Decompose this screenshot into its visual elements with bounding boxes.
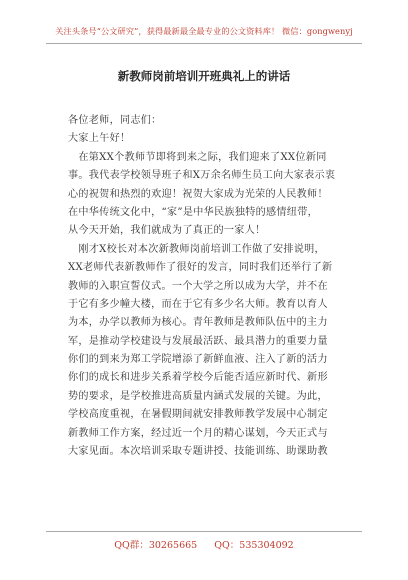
body-line: 刚才X校长对本次新教师岗前培训工作做了安排说明， [68, 243, 325, 255]
body-line: 大家上午好！ [68, 133, 131, 145]
body-line: 从今天开始，我们就成为了真正的一家人！ [68, 225, 266, 237]
document-body [68, 112, 352, 461]
body-line: 军，是推动学校建设与发展最活跃、最具潜力的重要力量 [68, 335, 328, 347]
header-divider [46, 43, 362, 44]
footer-contact [0, 537, 408, 551]
body-line: 你们的成长和进步关系着学校今后能否适应新时代、新形 [68, 372, 328, 384]
body-line: XX老师代表新教师作了很好的发言，同时我们还举行了新 [68, 262, 333, 274]
body-line: 事。我代表学校领导班子和X万余名师生员工向大家表示衷 [68, 170, 336, 182]
document-title: 新教师岗前培训开班典礼上的讲话 [117, 69, 291, 83]
body-line: 于它有多少幢大楼，而在于它有多少名大师。教育以育人 [68, 298, 328, 310]
header-note: 关注头条号“公文研究”，获得最新最全最专业的公文资料库！ 微信：gongwenyj [55, 26, 353, 36]
body-line: 势的要求，是学校推进高质量内涵式发展的关键。为此， [68, 390, 328, 402]
body-line: 在第XX个教师节即将到来之际，我们迎来了XX位新同 [68, 151, 327, 163]
body-line: 学校高度重视，在暑假期间就安排教师教学发展中心制定 [68, 409, 328, 421]
body-line: 大家见面。本次培训采取专题讲授、技能训练、助课助教 [68, 446, 328, 458]
body-line: 教师的入职宣誓仪式。一个大学之所以成为大学，并不在 [68, 280, 328, 292]
footer-qq: QQ：535304092 [214, 540, 294, 551]
body-line: 各位老师，同志们： [68, 115, 162, 126]
footer-qq-group: QQ群：30265665 [114, 540, 198, 551]
body-line: 心的祝贺和热烈的欢迎！祝贺大家成为光荣的人民教师！ [68, 188, 328, 200]
footer-divider [46, 531, 362, 532]
body-line: 新教师工作方案，经过近一个月的精心谋划，今天正式与 [68, 427, 328, 439]
body-line: 你们的到来为郑工学院增添了新鲜血液、注入了新的活力 [68, 354, 328, 366]
body-line: 为本，办学以教师为核心。青年教师是教师队伍中的主力 [68, 317, 328, 329]
body-line: 在中华传统文化中，“家”是中华民族独特的感情纽带， [68, 206, 318, 218]
